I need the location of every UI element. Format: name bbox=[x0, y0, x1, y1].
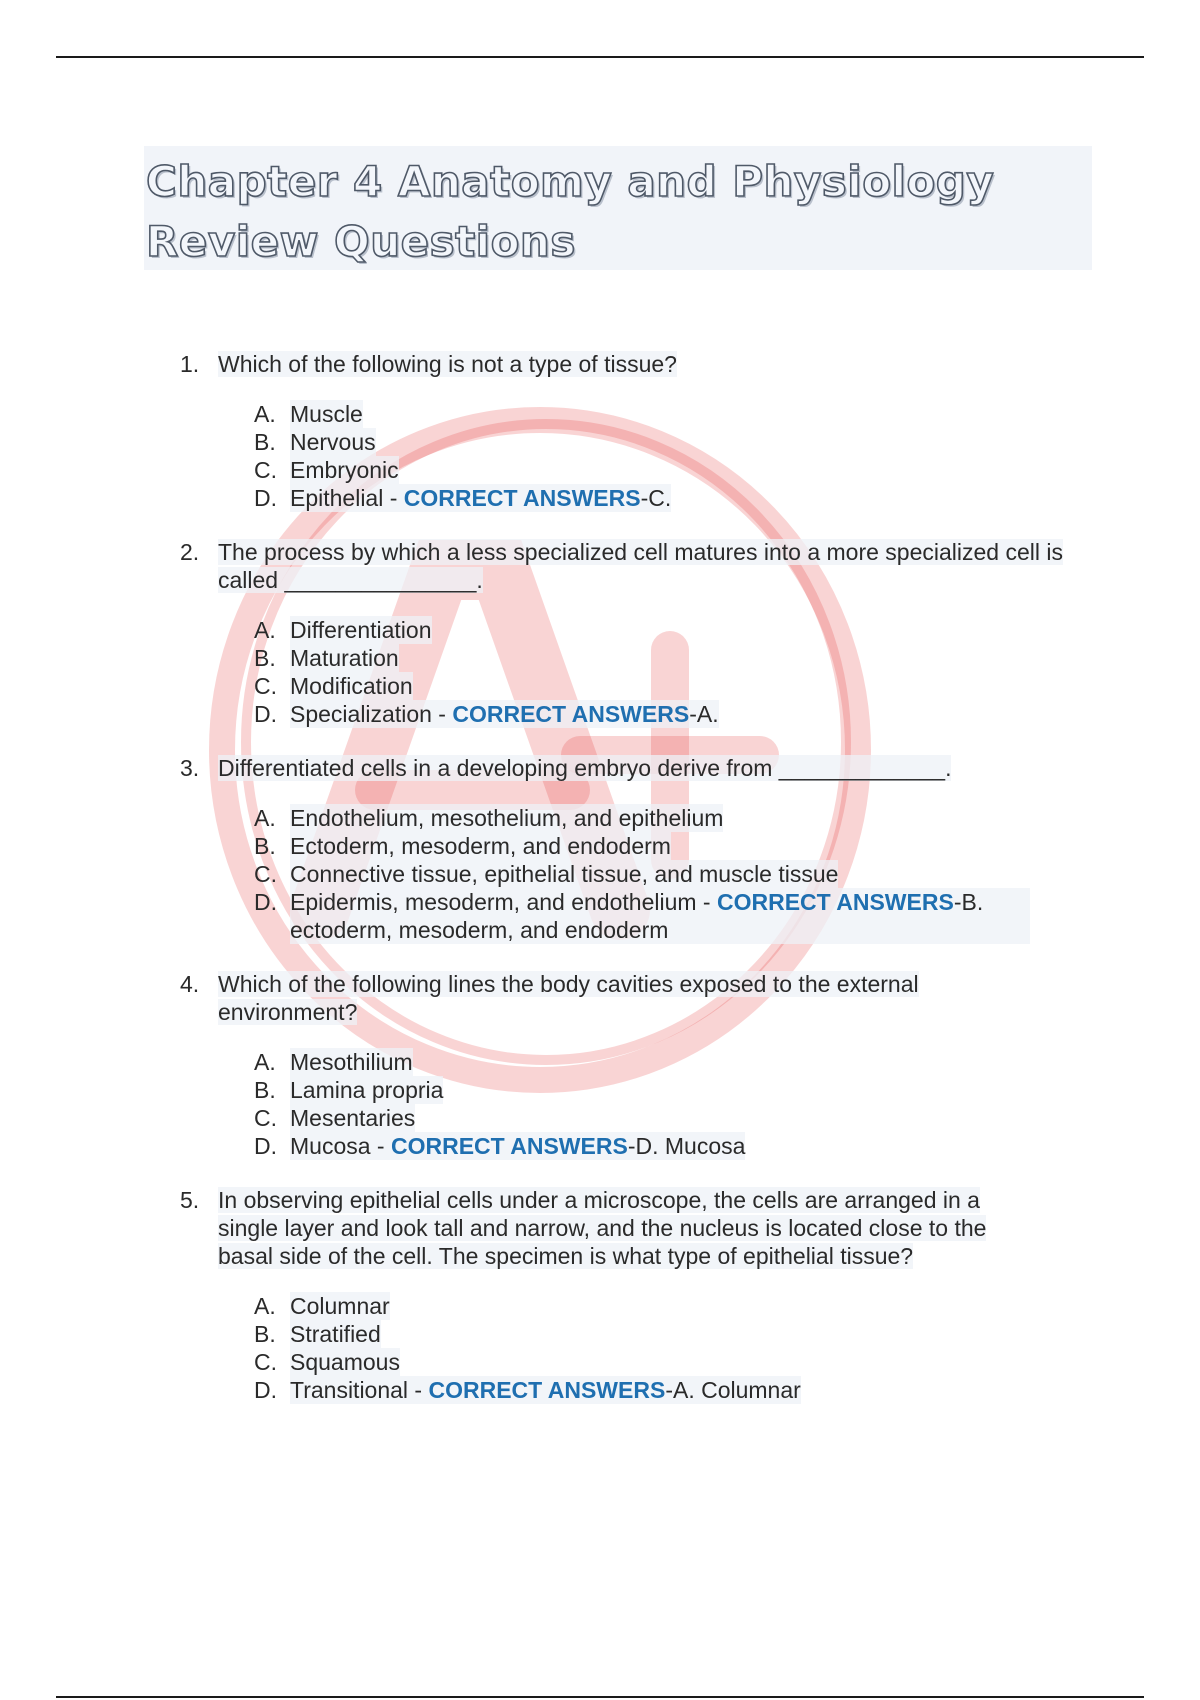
answer-suffix: -A. bbox=[689, 701, 719, 727]
question-number: 2. bbox=[180, 539, 200, 565]
options bbox=[254, 804, 1100, 944]
question-number: 4. bbox=[180, 971, 200, 997]
option-d: D. Epithelial - CORRECT ANSWERS-C. bbox=[254, 485, 672, 511]
option-c: C. Connective tissue, epithelial tissue, and muscle tissue bbox=[254, 861, 839, 887]
question-number: 5. bbox=[180, 1187, 200, 1213]
option-d: D. Transitional - CORRECT ANSWERS-A. Columnar bbox=[254, 1377, 801, 1403]
option-c: C. Embryonic bbox=[254, 457, 399, 483]
option-c: C. Mesentaries bbox=[254, 1105, 416, 1131]
question-list bbox=[180, 350, 1100, 1430]
option-b: B. Stratified bbox=[254, 1321, 381, 1347]
question-3 bbox=[180, 754, 1100, 944]
option-c: C. Squamous bbox=[254, 1349, 400, 1375]
option-c: C. Modification bbox=[254, 673, 413, 699]
option-b: B. Nervous bbox=[254, 429, 376, 455]
title-banner bbox=[144, 146, 1092, 270]
question-stem bbox=[180, 350, 1100, 378]
option-d: D. Mucosa - CORRECT ANSWERS-D. Mucosa bbox=[254, 1133, 746, 1159]
question-text: Differentiated cells in a developing embryo derive from _____________. bbox=[218, 755, 952, 781]
question-text: Which of the following lines the body cavities exposed to the external environment? bbox=[218, 971, 919, 1025]
title-line-2: Review Questions bbox=[146, 217, 576, 266]
options bbox=[254, 1048, 1100, 1160]
bottom-rule bbox=[56, 1696, 1144, 1698]
options bbox=[254, 616, 1100, 728]
page-title bbox=[144, 146, 1092, 272]
question-text: Which of the following is not a type of tissue? bbox=[218, 351, 677, 377]
question-2 bbox=[180, 538, 1100, 728]
question-4 bbox=[180, 970, 1100, 1160]
correct-answers-label: CORRECT ANSWERS bbox=[452, 701, 690, 727]
option-d: D. Specialization - CORRECT ANSWERS-A. bbox=[254, 701, 719, 727]
option-a: A. Muscle bbox=[254, 401, 363, 427]
question-stem bbox=[180, 754, 1100, 782]
options bbox=[254, 400, 1100, 512]
option-b: B. Maturation bbox=[254, 645, 399, 671]
question-number: 3. bbox=[180, 755, 200, 781]
answer-suffix: -D. Mucosa bbox=[627, 1133, 746, 1159]
option-a: A. Differentiation bbox=[254, 617, 432, 643]
option-d: D. Epidermis, mesoderm, and endothelium - CORRECT ANSWERS-B. ectoderm, mesoderm, and endoderm bbox=[254, 888, 1100, 944]
question-1 bbox=[180, 350, 1100, 512]
answer-suffix: -A. Columnar bbox=[665, 1377, 801, 1403]
option-b: B. Ectoderm, mesoderm, and endoderm bbox=[254, 833, 671, 859]
question-text: In observing epithelial cells under a microscope, the cells are arranged in a single layer and look tall and narrow, and the nucleus is located close to the basal side of the cell. The specimen is what type of epithelial tissue? bbox=[218, 1187, 987, 1269]
title-line-1: Chapter 4 Anatomy and Physiology bbox=[146, 157, 995, 206]
option-b: B. Lamina propria bbox=[254, 1077, 444, 1103]
correct-answers-label: CORRECT ANSWERS bbox=[428, 1377, 666, 1403]
option-a: A. Mesothilium bbox=[254, 1049, 413, 1075]
question-stem bbox=[180, 538, 1100, 594]
answer-suffix: -C. bbox=[640, 485, 672, 511]
question-stem bbox=[180, 1186, 1100, 1270]
option-a: A. Columnar bbox=[254, 1293, 390, 1319]
correct-answers-label: CORRECT ANSWERS bbox=[390, 1133, 628, 1159]
option-a: A. Endothelium, mesothelium, and epithelium bbox=[254, 805, 724, 831]
question-5 bbox=[180, 1186, 1100, 1404]
options bbox=[254, 1292, 1100, 1404]
top-rule bbox=[56, 56, 1144, 58]
correct-answers-label: CORRECT ANSWERS bbox=[716, 889, 954, 915]
question-stem bbox=[180, 970, 1100, 1026]
question-text: The process by which a less specialized cell matures into a more specialized cell is called _______________. bbox=[218, 539, 1063, 593]
question-number: 1. bbox=[180, 351, 200, 377]
correct-answers-label: CORRECT ANSWERS bbox=[403, 485, 641, 511]
answer-suffix: -B. ectoderm, mesoderm, and endoderm bbox=[290, 889, 984, 943]
